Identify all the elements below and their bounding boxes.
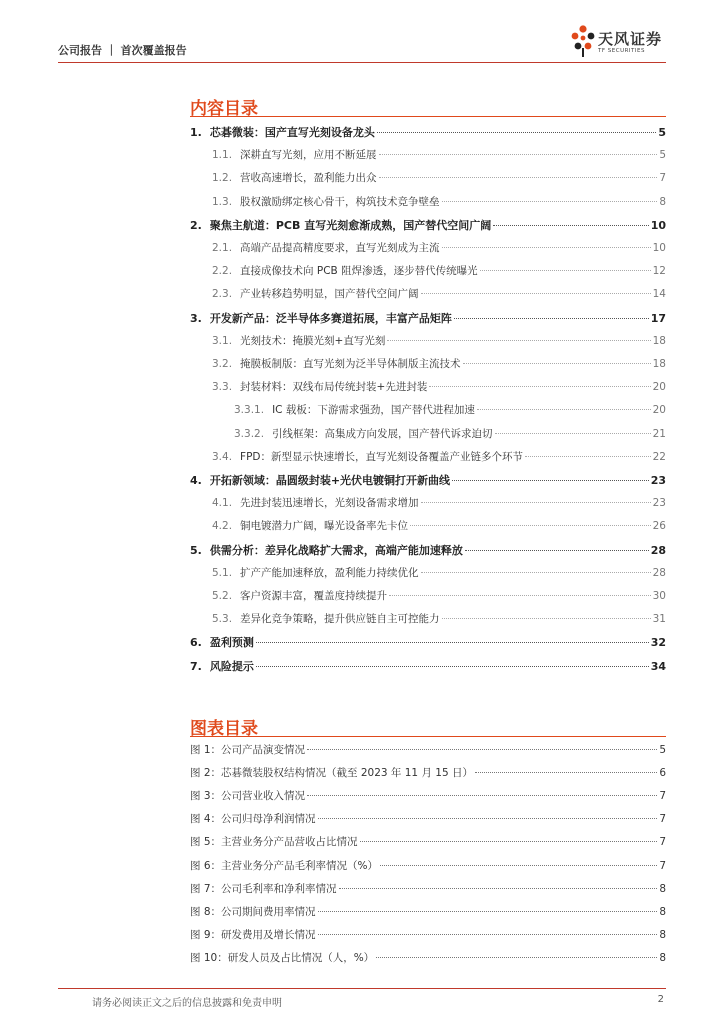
- toc-entry-title: [212, 333, 385, 348]
- toc-entry-text: 铜电镀潜力广阔，曝光设备率先卡位: [240, 520, 409, 533]
- toc-entry-text: 客户资源丰富，覆盖度持续提升: [240, 590, 388, 602]
- toc-entry-title: [212, 379, 427, 394]
- figure-dot-leader: [307, 795, 657, 796]
- toc-entry-page: 5: [659, 149, 666, 162]
- toc-entry-text: 直接成像技术向 PCB 阻焊渗透，逐步替代传统曝光: [240, 265, 478, 278]
- toc-entry-title: [212, 240, 440, 255]
- figure-dot-leader: [339, 888, 658, 889]
- toc-entry[interactable]: [190, 542, 666, 558]
- toc-entry-number: 2.2.: [212, 265, 233, 278]
- toc-entry-page: 14: [652, 288, 666, 301]
- toc-entry-title: [212, 147, 377, 162]
- figure-entry-page: 6: [659, 767, 666, 780]
- toc-entry-title: [190, 634, 254, 650]
- figure-entry[interactable]: [190, 927, 666, 943]
- toc-entry[interactable]: [190, 472, 666, 488]
- toc-entry-title: [212, 565, 419, 580]
- figure-entry-page: 7: [659, 859, 666, 872]
- toc-entry-title: [212, 286, 419, 301]
- figures-title: 图表目录: [190, 719, 258, 739]
- toc-dot-leader: [421, 293, 651, 294]
- toc-dot-leader: [442, 201, 658, 202]
- toc-entry[interactable]: [212, 611, 666, 627]
- toc-entry-title: [212, 518, 408, 533]
- footer-disclaimer: 请务必阅读正文之后的信息披露和免责申明: [92, 998, 282, 1009]
- toc-entry-title: [212, 356, 461, 371]
- toc-entry-number: 4.1.: [212, 497, 233, 510]
- toc-entry-number: 4.2.: [212, 520, 233, 533]
- toc-entry-text: FPD：新型显示快速增长，直写光刻设备覆盖产业链多个环节: [240, 450, 524, 463]
- figure-dot-leader: [475, 772, 657, 773]
- toc-dot-leader: [389, 595, 651, 596]
- toc-dot-leader: [429, 386, 650, 387]
- toc-entry[interactable]: [190, 634, 666, 650]
- toc-dot-leader: [452, 480, 649, 481]
- toc-entry-text: 盈利预测: [209, 636, 254, 650]
- toc-entry-text: 开拓新领域：晶圆级封装+光伏电镀铜打开新曲线: [209, 474, 451, 487]
- toc-entry[interactable]: [212, 333, 666, 349]
- toc-entry-number: 5.2.: [212, 590, 233, 602]
- toc-entry-title: [212, 495, 419, 510]
- toc-entry-title: [190, 217, 491, 233]
- toc-entry-number: 3.3.1.: [234, 404, 265, 417]
- toc-entry-text: 股权激励绑定核心骨干，构筑技术竞争壁垒: [240, 195, 440, 208]
- toc-entry-number: 7.: [190, 659, 202, 673]
- toc-entry-page: 10: [652, 242, 666, 254]
- toc-entry-page: 32: [650, 636, 666, 650]
- toc-entry-number: 3.3.2.: [234, 427, 265, 440]
- toc-entry[interactable]: [212, 518, 666, 534]
- toc-entry-page: 5: [658, 126, 666, 139]
- toc-entry[interactable]: [212, 194, 666, 210]
- toc-entry-text: 产业转移趋势明显，国产替代空间广阔: [240, 288, 419, 301]
- toc-dot-leader: [465, 550, 649, 551]
- toc-dot-leader: [480, 270, 651, 271]
- toc-entry-text: 掩膜板制版：直写光刻为泛半导体制版主流技术: [240, 358, 461, 370]
- toc-entry-text: 风险提示: [209, 659, 254, 673]
- figure-entry[interactable]: [190, 765, 666, 781]
- toc-dot-leader: [387, 340, 650, 341]
- toc-entry-title: [212, 170, 377, 185]
- toc-entry-page: 26: [652, 520, 666, 533]
- toc-entry[interactable]: [212, 449, 666, 465]
- toc-entry-page: 12: [652, 265, 666, 278]
- figure-entry[interactable]: [190, 834, 666, 850]
- toc-dot-leader: [442, 618, 651, 619]
- toc-dot-leader: [493, 225, 648, 226]
- toc-entry-page: 8: [659, 195, 666, 208]
- toc-entry-title: [190, 124, 375, 140]
- toc-entry[interactable]: [212, 286, 666, 302]
- toc-entry-title: [190, 658, 254, 674]
- figure-entry-page: 7: [659, 813, 666, 826]
- figure-dot-leader: [318, 934, 658, 935]
- footer-divider: [58, 988, 666, 989]
- toc-entry-title: [190, 542, 463, 558]
- toc-entry-title: [234, 426, 493, 441]
- toc-entry[interactable]: [190, 658, 666, 674]
- toc-entry-number: 2.: [190, 218, 202, 232]
- figure-dot-leader: [376, 957, 657, 958]
- figure-entry-text: 图 2：芯碁微装股权结构情况（截至 2023 年 11 月 15 日）: [190, 767, 473, 780]
- toc-entry-text: 封装材料：双线布局传统封装+先进封装: [240, 381, 428, 394]
- toc-dot-leader: [421, 502, 651, 503]
- company-logo: [570, 24, 670, 60]
- toc-dot-leader: [442, 247, 651, 248]
- toc-dot-leader: [379, 154, 658, 155]
- toc-entry-page: 10: [650, 218, 666, 232]
- toc-dot-leader: [379, 177, 658, 178]
- toc-dot-leader: [454, 318, 649, 319]
- toc-entry-title: [190, 310, 452, 326]
- toc-entry[interactable]: [234, 402, 666, 418]
- figure-entry-text: 图 1：公司产品演变情况: [190, 744, 306, 756]
- toc-entry-text: 高端产品提高精度要求，直写光刻成为主流: [240, 242, 440, 254]
- figure-entry[interactable]: [190, 742, 666, 758]
- toc-entry[interactable]: [212, 356, 666, 372]
- toc-entry-text: 聚焦主航道：PCB 直写光刻愈渐成熟，国产替代空间广阔: [209, 218, 492, 232]
- toc-entry[interactable]: [212, 379, 666, 395]
- figure-entry-page: 8: [659, 951, 666, 964]
- figure-entry[interactable]: [190, 811, 666, 827]
- toc-entry-title: [212, 611, 440, 626]
- figure-entry-text: 图 4：公司归母净利润情况: [190, 813, 316, 826]
- toc-entry-text: 光刻技术：掩膜光刻+直写光刻: [240, 334, 386, 347]
- toc-entry-text: 引线框架：高集成方向发展，国产替代诉求迫切: [272, 427, 493, 440]
- toc-title-rule: [190, 116, 666, 117]
- toc-entry-number: 3.: [190, 311, 202, 325]
- figure-entry-page: 8: [659, 905, 666, 918]
- toc-dot-leader: [525, 456, 651, 457]
- toc-entry-page: 21: [652, 427, 666, 440]
- figure-entry-page: 5: [659, 744, 666, 756]
- toc-dot-leader: [477, 409, 651, 410]
- figure-entry-page: 7: [659, 790, 666, 803]
- toc-dot-leader: [421, 572, 651, 573]
- toc-entry-number: 1.: [190, 126, 202, 139]
- toc-dot-leader: [256, 642, 649, 643]
- toc-entry[interactable]: [190, 124, 666, 140]
- toc-entry-page: 23: [652, 497, 666, 510]
- figure-entry-text: 图 8：公司期间费用率情况: [190, 905, 316, 918]
- figure-entry-page: 8: [659, 928, 666, 941]
- figure-entry-page: 8: [659, 882, 666, 895]
- toc-entry[interactable]: [212, 170, 666, 186]
- toc-entry-page: 23: [650, 474, 666, 487]
- toc-entry-number: 3.4.: [212, 450, 233, 463]
- figure-entry-text: 图 5：主营业务分产品营收占比情况: [190, 836, 358, 849]
- toc-entry[interactable]: [190, 310, 666, 326]
- figures-title-rule: [190, 736, 666, 737]
- toc-entry-number: 1.3.: [212, 195, 233, 208]
- toc-entry[interactable]: [212, 263, 666, 279]
- toc-entry-number: 1.1.: [212, 149, 233, 162]
- toc-entry-number: 3.2.: [212, 358, 233, 370]
- toc-dot-leader: [377, 132, 657, 133]
- toc-entry-page: 28: [650, 543, 666, 557]
- toc-entry-title: [190, 472, 450, 488]
- toc-entry-page: 20: [652, 404, 666, 417]
- toc-entry-number: 5.3.: [212, 613, 233, 626]
- report-type-label: 公司报告 ｜ 首次覆盖报告: [58, 44, 187, 57]
- figure-dot-leader: [307, 749, 657, 750]
- figure-entry[interactable]: [190, 788, 666, 804]
- toc-entry[interactable]: [212, 565, 666, 581]
- toc-entry-text: 芯碁微装：国产直写光刻设备龙头: [209, 126, 375, 139]
- toc-entry-title: [212, 449, 523, 464]
- toc-entry-page: 28: [652, 566, 666, 579]
- figure-dot-leader: [380, 865, 657, 866]
- toc-entry-page: 34: [650, 659, 666, 673]
- figure-entry[interactable]: [190, 858, 666, 874]
- toc-entry[interactable]: [190, 217, 666, 233]
- figure-dot-leader: [318, 911, 658, 912]
- toc-title: 内容目录: [190, 99, 258, 119]
- toc-entry[interactable]: [234, 426, 666, 442]
- figure-entry-page: 7: [659, 836, 666, 849]
- figure-dot-leader: [318, 818, 658, 819]
- toc-entry-page: 17: [650, 311, 666, 325]
- toc-entry-text: 扩产产能加速释放，盈利能力持续优化: [240, 566, 419, 579]
- logo-flower-icon: [570, 24, 596, 58]
- toc-dot-leader: [410, 525, 651, 526]
- figure-entry[interactable]: [190, 904, 666, 920]
- toc-entry-number: 5.: [190, 543, 202, 557]
- toc-entry-page: 7: [659, 172, 666, 185]
- toc-entry[interactable]: [212, 240, 666, 256]
- toc-entry-text: 先进封装迅速增长，光刻设备需求增加: [240, 497, 419, 510]
- toc-entry-title: [212, 588, 387, 603]
- toc-entry-title: [212, 263, 478, 278]
- figure-dot-leader: [360, 841, 658, 842]
- toc-entry-title: [212, 194, 440, 209]
- toc-entry-page: 18: [652, 358, 666, 370]
- toc-entry[interactable]: [212, 147, 666, 163]
- toc-entry-text: 营收高速增长，盈利能力出众: [240, 172, 377, 185]
- toc-entry-page: 20: [652, 381, 666, 394]
- toc-entry[interactable]: [212, 588, 666, 604]
- toc-entry-number: 2.3.: [212, 288, 233, 301]
- figure-entry[interactable]: [190, 881, 666, 897]
- toc-entry[interactable]: [212, 495, 666, 511]
- toc-entry-page: 22: [652, 450, 666, 463]
- toc-dot-leader: [463, 363, 651, 364]
- toc-entry-text: 开发新产品：泛半导体多赛道拓展，丰富产品矩阵: [209, 311, 452, 325]
- toc-dot-leader: [495, 433, 651, 434]
- figure-entry[interactable]: [190, 950, 666, 966]
- toc-entry-number: 6.: [190, 636, 202, 650]
- toc-entry-text: 差异化竞争策略，提升供应链自主可控能力: [240, 613, 440, 626]
- toc-entry-number: 5.1.: [212, 566, 233, 579]
- toc-entry-number: 3.1.: [212, 334, 233, 347]
- toc-entry-text: 供需分析：差异化战略扩大需求，高端产能加速释放: [209, 543, 463, 557]
- figure-entry-text: 图 10：研发人员及占比情况（人，%）: [190, 951, 375, 964]
- toc-entry-title: [234, 402, 475, 417]
- page-number: 2: [657, 994, 664, 1005]
- toc-entry-page: 18: [652, 334, 666, 347]
- toc-entry-number: 2.1.: [212, 242, 233, 254]
- figure-entry-text: 图 6：主营业务分产品毛利率情况（%）: [190, 859, 378, 872]
- toc-entry-text: 深耕直写光刻，应用不断延展: [240, 149, 377, 162]
- toc-entry-number: 3.3.: [212, 381, 233, 394]
- toc-entry-number: 4.: [190, 474, 202, 487]
- toc-entry-text: IC 载板：下游需求强劲，国产替代进程加速: [272, 404, 475, 417]
- figure-entry-text: 图 9：研发费用及增长情况: [190, 928, 316, 941]
- toc-dot-leader: [256, 666, 649, 667]
- toc-entry-page: 31: [652, 613, 666, 626]
- toc-entry-page: 30: [652, 590, 666, 602]
- figure-entry-text: 图 7：公司毛利率和净利率情况: [190, 882, 337, 895]
- logo-subtitle: TF SECURITIES: [598, 48, 645, 54]
- header-divider: [58, 62, 666, 63]
- toc-entry-number: 1.2.: [212, 172, 233, 185]
- logo-name: 天风证券: [598, 30, 663, 48]
- figure-entry-text: 图 3：公司营业收入情况: [190, 790, 306, 803]
